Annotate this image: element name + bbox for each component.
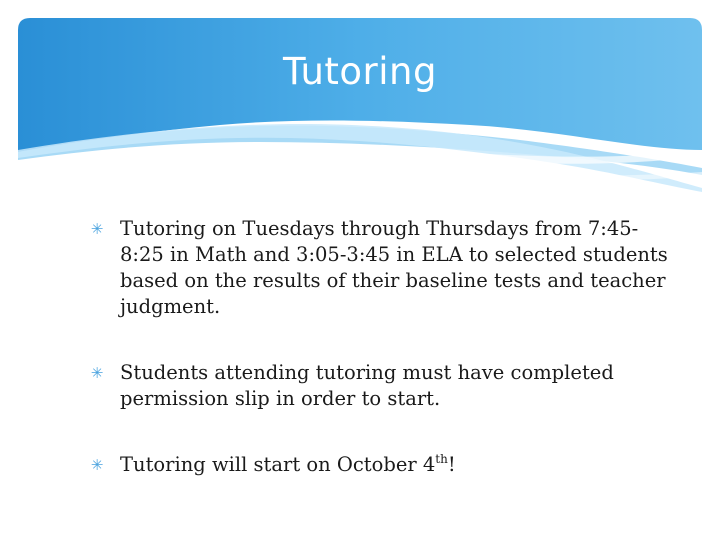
bullet-text: Tutoring on Tuesdays through Thursdays from 7:45-8:25 in Math and 3:05-3:45 in ELA to selected students based on the results of their baseline tests and teacher judgment. (120, 217, 668, 318)
asterisk-bullet-icon: ✳ (90, 456, 104, 474)
slide-title: Tutoring (282, 50, 437, 93)
bullet-list (88, 216, 668, 478)
list-item (88, 360, 668, 412)
asterisk-bullet-icon: ✳ (90, 220, 104, 238)
list-item (88, 216, 668, 320)
bullet-text: Tutoring will start on October 4 (120, 453, 436, 476)
asterisk-bullet-icon: ✳ (90, 364, 104, 382)
list-item (88, 452, 668, 478)
header-banner (0, 0, 720, 200)
bullet-suffix: ! (447, 453, 456, 476)
banner-graphic (0, 0, 720, 200)
bullet-text: Students attending tutoring must have completed permission slip in order to start. (120, 361, 614, 410)
bullet-superscript: th (435, 452, 448, 466)
